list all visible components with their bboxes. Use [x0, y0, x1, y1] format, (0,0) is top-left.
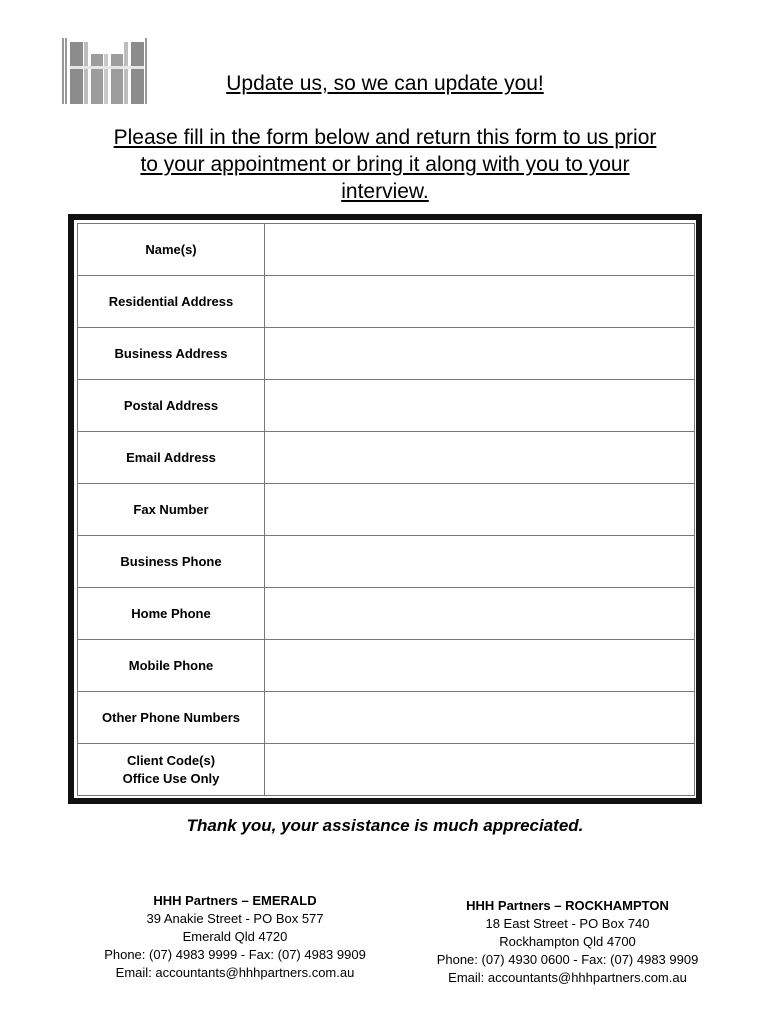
form-row-postal-address — [78, 380, 695, 432]
form-row-business-address — [78, 328, 695, 380]
business-phone-label: Business Phone — [78, 536, 265, 588]
contact-details-form — [68, 214, 702, 804]
office-emerald-email: Email: accountants@hhhpartners.com.au — [115, 965, 355, 980]
client-codes-label-line2: Office Use Only — [122, 770, 220, 786]
form-row-names — [78, 224, 695, 276]
office-rockhampton-phone-fax: Phone: (07) 4930 0600 - Fax: (07) 4983 9909 — [436, 952, 699, 967]
form-row-business-phone — [78, 536, 695, 588]
postal-address-label: Postal Address — [78, 380, 265, 432]
client-codes-field[interactable] — [265, 744, 695, 796]
page-title: Update us, so we can update you! — [226, 72, 544, 95]
form-row-other-phone-numbers — [78, 692, 695, 744]
email-address-label: Email Address — [78, 432, 265, 484]
office-emerald-address1: 39 Anakie Street - PO Box 577 — [146, 911, 324, 926]
names-field[interactable] — [265, 224, 695, 276]
form-row-residential-address — [78, 276, 695, 328]
form-row-mobile-phone — [78, 640, 695, 692]
office-rockhampton-email: Email: accountants@hhhpartners.com.au — [448, 970, 687, 985]
residential-address-field[interactable] — [265, 276, 695, 328]
email-address-field[interactable] — [265, 432, 695, 484]
mobile-phone-label: Mobile Phone — [78, 640, 265, 692]
other-phone-numbers-field[interactable] — [265, 692, 695, 744]
office-rockhampton — [405, 897, 730, 987]
form-row-fax-number — [78, 484, 695, 536]
form-row-home-phone — [78, 588, 695, 640]
office-emerald — [70, 892, 400, 982]
office-rockhampton-name: HHH Partners – ROCKHAMPTON — [466, 898, 669, 913]
office-rockhampton-address1: 18 East Street - PO Box 740 — [485, 916, 650, 931]
other-phone-numbers-label: Other Phone Numbers — [78, 692, 265, 744]
residential-address-label: Residential Address — [78, 276, 265, 328]
client-codes-label-line1: Client Code(s) — [126, 752, 216, 768]
names-label: Name(s) — [78, 224, 265, 276]
office-rockhampton-address2: Rockhampton Qld 4700 — [499, 934, 636, 949]
client-codes-label — [78, 744, 265, 796]
fax-number-label: Fax Number — [78, 484, 265, 536]
business-address-label: Business Address — [78, 328, 265, 380]
business-phone-field[interactable] — [265, 536, 695, 588]
form-instructions: Please fill in the form below and return this form to us prior to your appointment or bring it along with you to your interview. — [113, 126, 657, 203]
mobile-phone-field[interactable] — [265, 640, 695, 692]
form-table — [77, 223, 695, 796]
business-address-field[interactable] — [265, 328, 695, 380]
office-emerald-phone-fax: Phone: (07) 4983 9999 - Fax: (07) 4983 9909 — [104, 947, 366, 962]
office-emerald-name: HHH Partners – EMERALD — [153, 893, 317, 908]
form-row-email-address — [78, 432, 695, 484]
office-emerald-address2: Emerald Qld 4720 — [182, 929, 288, 944]
form-row-client-codes — [78, 744, 695, 796]
postal-address-field[interactable] — [265, 380, 695, 432]
fax-number-field[interactable] — [265, 484, 695, 536]
home-phone-label: Home Phone — [78, 588, 265, 640]
home-phone-field[interactable] — [265, 588, 695, 640]
thank-you-message: Thank you, your assistance is much appreciated. — [186, 816, 584, 835]
